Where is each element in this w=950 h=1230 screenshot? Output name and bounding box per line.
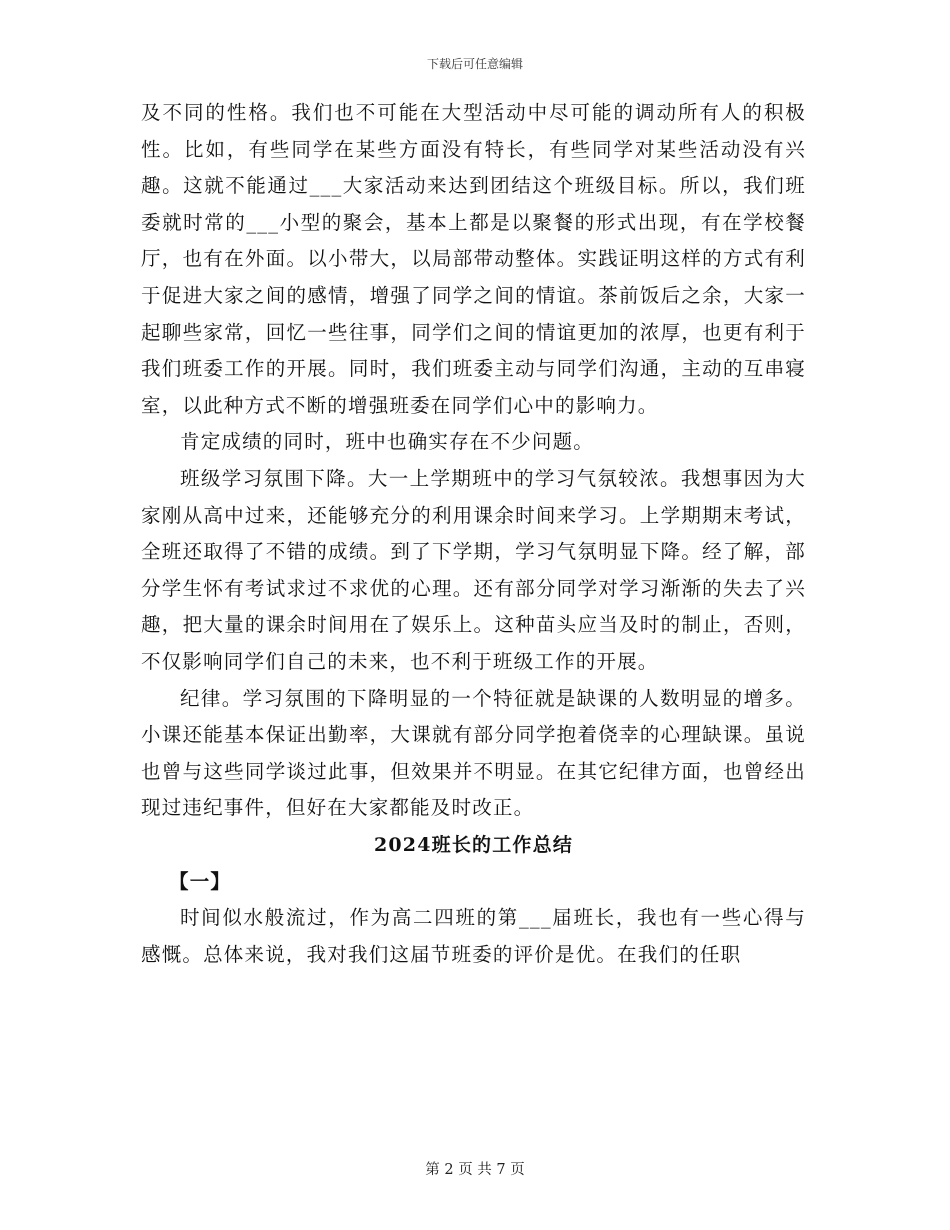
section-title: 2024班长的工作总结 xyxy=(373,833,574,856)
paragraph: 时间似水般流过，作为高二四班的第___届班长，我也有一些心得与感慨。总体来说，我对我们这届节班委的评价是优。在我们的任职 xyxy=(141,906,806,967)
paragraph: 纪律。学习氛围的下降明显的一个特征就是缺课的人数明显的增多。小课还能基本保证出勤率，大课就有部分同学抱着侥幸的心理缺课。虽说也曾与这些同学谈过此事，但效果并不明显。在其它纪律方面，也曾经出现过违纪事件，但好在大家都能及时改正。 xyxy=(141,686,806,820)
paragraph: 班级学习氛围下降。大一上学期班中的学习气氛较浓。我想事因为大家刚从高中过来，还能够充分的利用课余时间来学习。上学期期末考试，全班还取得了不错的成绩。到了下学期，学习气氛明显下降。经了解，部分学生怀有考试求过不求优的心理。还有部分同学对学习渐渐的失去了兴趣，把大量的课余时间用在了娱乐上。这种苗头应当及时的制止，否则，不仅影响同学们自己的未来，也不利于班级工作的开展。 xyxy=(141,466,806,673)
document-body xyxy=(141,95,806,974)
page-number: 第 2 页 共 7 页 xyxy=(425,1162,525,1178)
page-header: 下载后可任意编辑 xyxy=(426,57,523,71)
paragraph: 肯定成绩的同时，班中也确实存在不少问题。 xyxy=(180,430,595,454)
paragraph: 及不同的性格。我们也不可能在大型活动中尽可能的调动所有人的积极性。比如，有些同学在某些方面没有特长，有些同学对某些活动没有兴趣。这就不能通过___大家活动来达到团结这个班级目标。所以，我们班委就时常的___小型的聚会，基本上都是以聚餐的形式出现，有在学校餐厅，也有在外面。以小带大，以局部带动整体。实践证明这样的方式有利于促进大家之间的感情，增强了同学之间的情谊。茶前饭后之余，大家一起聊些家常，回忆一些往事，同学们之间的情谊更加的浓厚，也更有利于我们班委工作的开展。同时，我们班委主动与同学们沟通，主动的互串寝室，以此种方式不断的增强班委在同学们心中的影响力。 xyxy=(141,101,806,417)
section-marker: 【一】 xyxy=(169,869,232,893)
